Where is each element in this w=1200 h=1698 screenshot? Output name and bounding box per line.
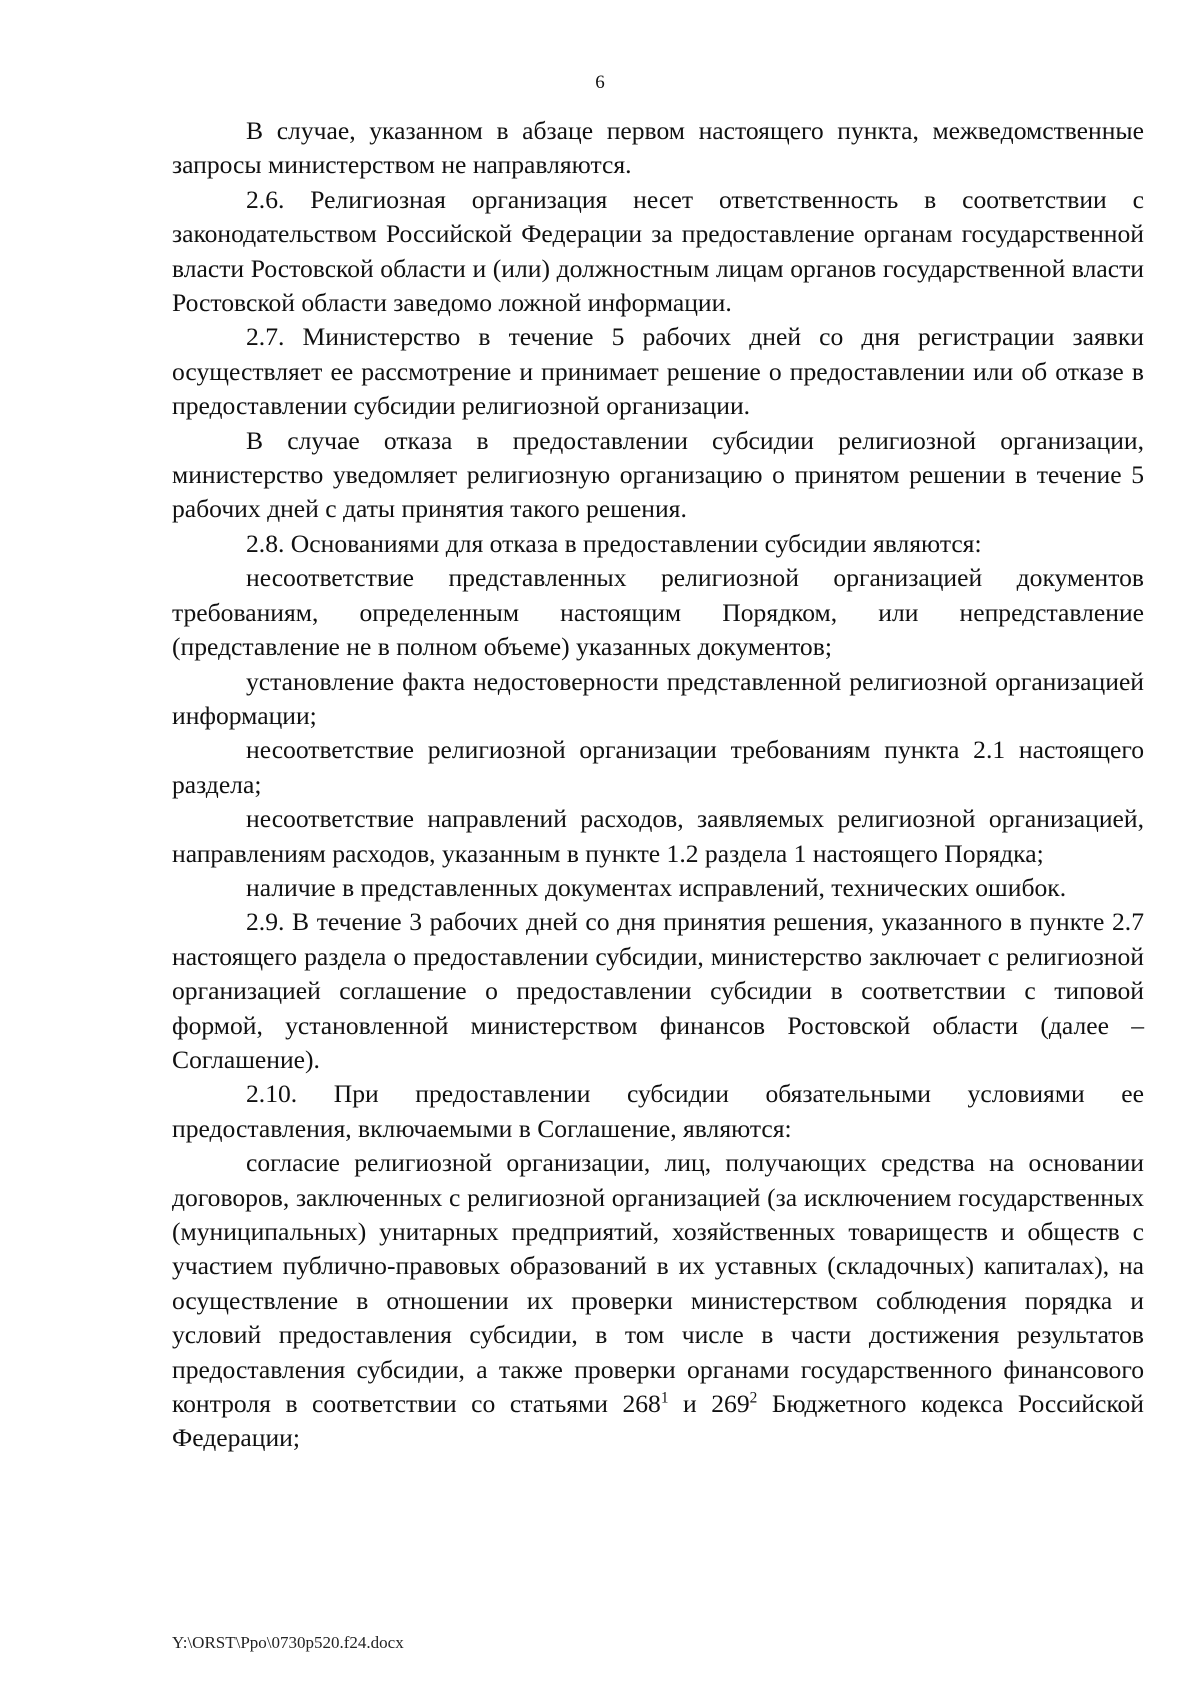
article-268-superscript: 1 xyxy=(660,1389,669,1407)
condition-consent-to-audit xyxy=(172,1146,1144,1456)
paragraph-2-8: 2.8. Основаниями для отказа в предоставлении субсидии являются: xyxy=(246,528,982,558)
document-body xyxy=(172,114,1144,1456)
conjunction: и xyxy=(668,1389,712,1419)
article-269-number: 269 xyxy=(711,1389,750,1419)
paragraph-2-7: 2.7. Министерство в течение 5 рабочих дней со дня регистрации заявки осуществляет ее рассмотрение и принимает решение о предоставлении или об отказе в предоставлении субсидии религиозной организации. xyxy=(172,322,1144,421)
refusal-ground-errors: наличие в представленных документах исправлений, технических ошибок. xyxy=(246,872,1067,902)
page-number: 6 xyxy=(595,72,605,93)
refusal-ground-false-info: установление факта недостоверности представленной религиозной организацией информации; xyxy=(172,666,1144,730)
refusal-ground-documents: несоответствие представленных религиозной организацией документов требованиям, определенным настоящим Порядком, или непредставление (представление не в полном объеме) указанных документов; xyxy=(172,563,1144,662)
paragraph-2-10: 2.10. При предоставлении субсидии обязательными условиями ее предоставления, включаемыми в Соглашение, являются: xyxy=(172,1079,1144,1143)
consent-text: согласие религиозной организации, лиц, получающих средства на основании договоров, заключенных с религиозной организацией (за исключением государственных (муниципальных) унитарных предприятий, хозяйственных товариществ и обществ с участием публично-правовых образований в их уставных (складочных) капиталах), на осуществление в отношении их проверки министерством соблюдения порядка и условий предоставления субсидии, в том числе в части достижения результатов предоставления субсидии, а также проверки органами государственного финансового контроля в соответствии со статьями xyxy=(172,1148,1144,1419)
paragraph-interagency-requests: В случае, указанном в абзаце первом настоящего пункта, межведомственные запросы министерством не направляются. xyxy=(172,116,1144,180)
file-path-footer: Y:\ORST\Ppo\0730p520.f24.docx xyxy=(172,1633,404,1652)
article-268-number: 268 xyxy=(622,1389,661,1419)
budget-code-reference: Бюджетного кодекса Российской Федерации; xyxy=(172,1389,1144,1453)
paragraph-2-9: 2.9. В течение 3 рабочих дней со дня принятия решения, указанного в пункте 2.7 настоящего раздела о предоставлении субсидии, министерство заключает с религиозной организацией соглашение о предоставлении субсидии в соответствии с типовой формой, установленной министерством финансов Ростовской области (далее – Соглашение). xyxy=(172,907,1144,1074)
refusal-ground-expenses: несоответствие направлений расходов, заявляемых религиозной организацией, направлениям расходов, указанным в пункте 1.2 раздела 1 настоящего Порядка; xyxy=(172,804,1144,868)
article-269-superscript: 2 xyxy=(749,1389,758,1407)
paragraph-refusal-notice: В случае отказа в предоставлении субсидии религиозной организации, министерство уведомляет религиозную организацию о принятом решении в течение 5 рабочих дней с даты принятия такого решения. xyxy=(172,425,1144,524)
paragraph-2-6: 2.6. Религиозная организация несет ответственность в соответствии с законодательством Российской Федерации за предоставление органам государственной власти Ростовской области и (или) должностным лицам органов государственной власти Ростовской области заведомо ложной информации. xyxy=(172,184,1144,318)
refusal-ground-requirements: несоответствие религиозной организации требованиям пункта 2.1 настоящего раздела; xyxy=(172,735,1144,799)
